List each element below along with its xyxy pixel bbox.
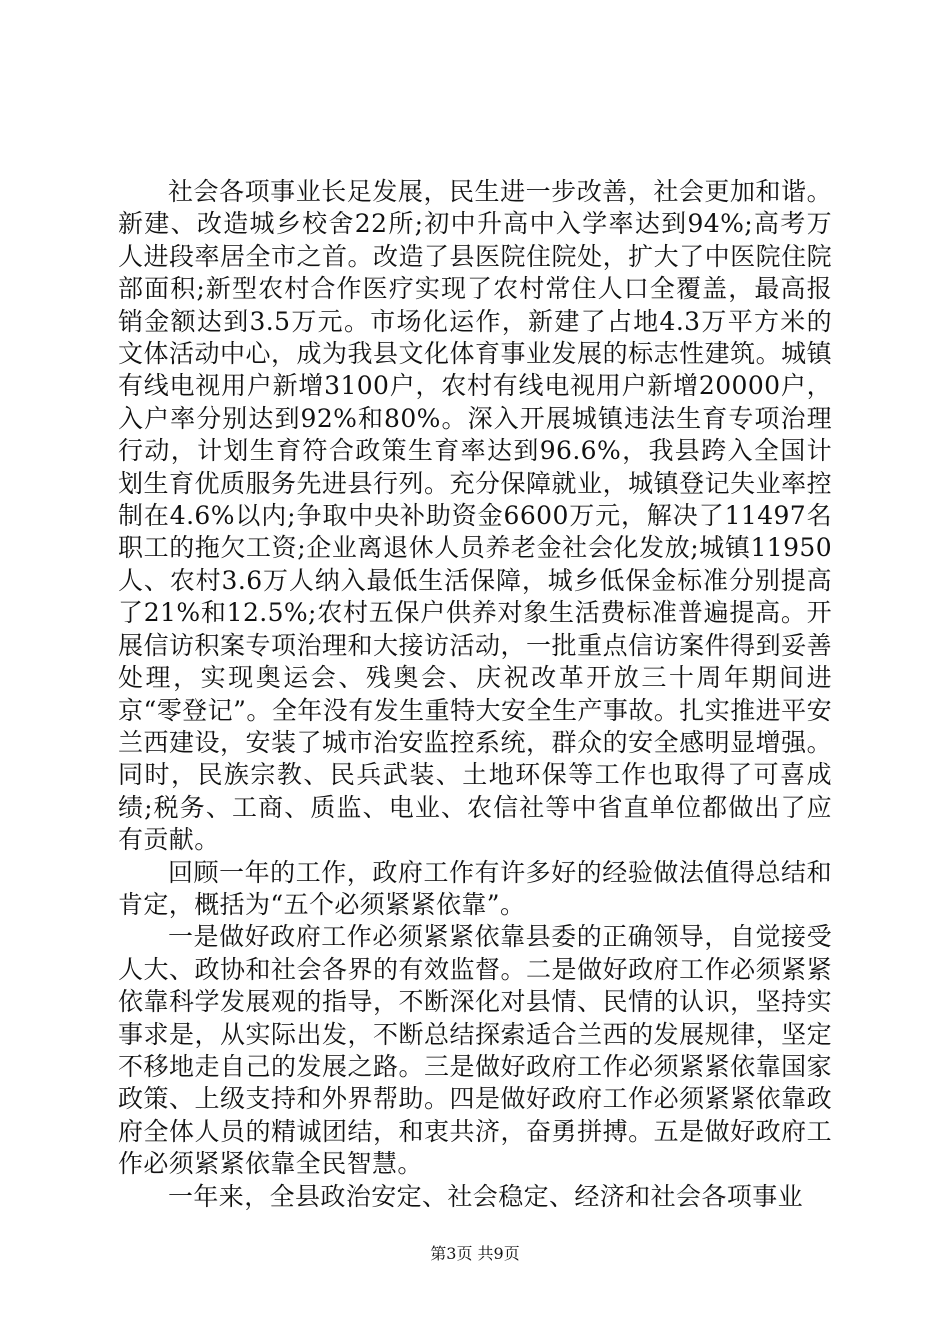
paragraph-social-development: 社会各项事业长足发展，民生进一步改善，社会更加和谐。新建、改造城乡校舍22所;初中升高中入学率达到94%;高考万人进段率居全市之首。改造了县医院住院处，扩大了中医院住院部面积;新型农村合作医疗实现了农村常住人口全覆盖，最高报销金额达到3.5万元。市场化运作，新建了占地4.3万平方米的文体活动中心，成为我县文化体育事业发展的标志性建筑。城镇有线电视用户新增3100户，农村有线电视用户新增20000户，入户率分别达到92%和80%。深入开展城镇违法生育专项治理行动，计划生育符合政策生育率达到96.6%，我县跨入全国计划生育优质服务先进县行列。充分保障就业，城镇登记失业率控制在4.6%以内;争取中央补助资金6600万元，解决了11497名职工的拖欠工资;企业离退休人员养老金社会化发放;城镇11950人、农村3.6万人纳入最低生活保障，城乡低保金标准分别提高了21%和12.5%;农村五保户供养对象生活费标准普遍提高。开展信访积案专项治理和大接访活动，一批重点信访案件得到妥善处理，实现奥运会、残奥会、庆祝改革开放三十周年期间进京“零登记”。全年没有发生重特大安全生产事故。扎实推进平安兰西建设，安装了城市治安监控系统，群众的安全感明显增强。同时，民族宗教、民兵武装、土地环保等工作也取得了可喜成绩;税务、工商、质监、电业、农信社等中省直单位都做出了应有贡献。 — [118, 177, 832, 855]
page-number-footer: 第3页 共9页 — [430, 1244, 520, 1263]
document-body — [118, 176, 832, 1213]
paragraph-five-musts: 一是做好政府工作必须紧紧依靠县委的正确领导，自觉接受人大、政协和社会各界的有效监督。二是做好政府工作必须紧紧依靠科学发展观的指导，不断深化对县情、民情的认识，坚持实事求是，从实际出发，不断总结探索适合兰西的发展规律，坚定不移地走自己的发展之路。三是做好政府工作必须紧紧依靠国家政策、上级支持和外界帮助。四是做好政府工作必须紧紧依靠政府全体人员的精诚团结，和衷共济，奋勇拼搏。五是做好政府工作必须紧紧依靠全民智慧。 — [118, 922, 832, 1179]
paragraph-year-summary: 一年来，全县政治安定、社会稳定、经济和社会各项事业 — [168, 1181, 804, 1211]
paragraph-review: 回顾一年的工作，政府工作有许多好的经验做法值得总结和肯定，概括为“五个必须紧紧依靠”。 — [118, 857, 832, 919]
